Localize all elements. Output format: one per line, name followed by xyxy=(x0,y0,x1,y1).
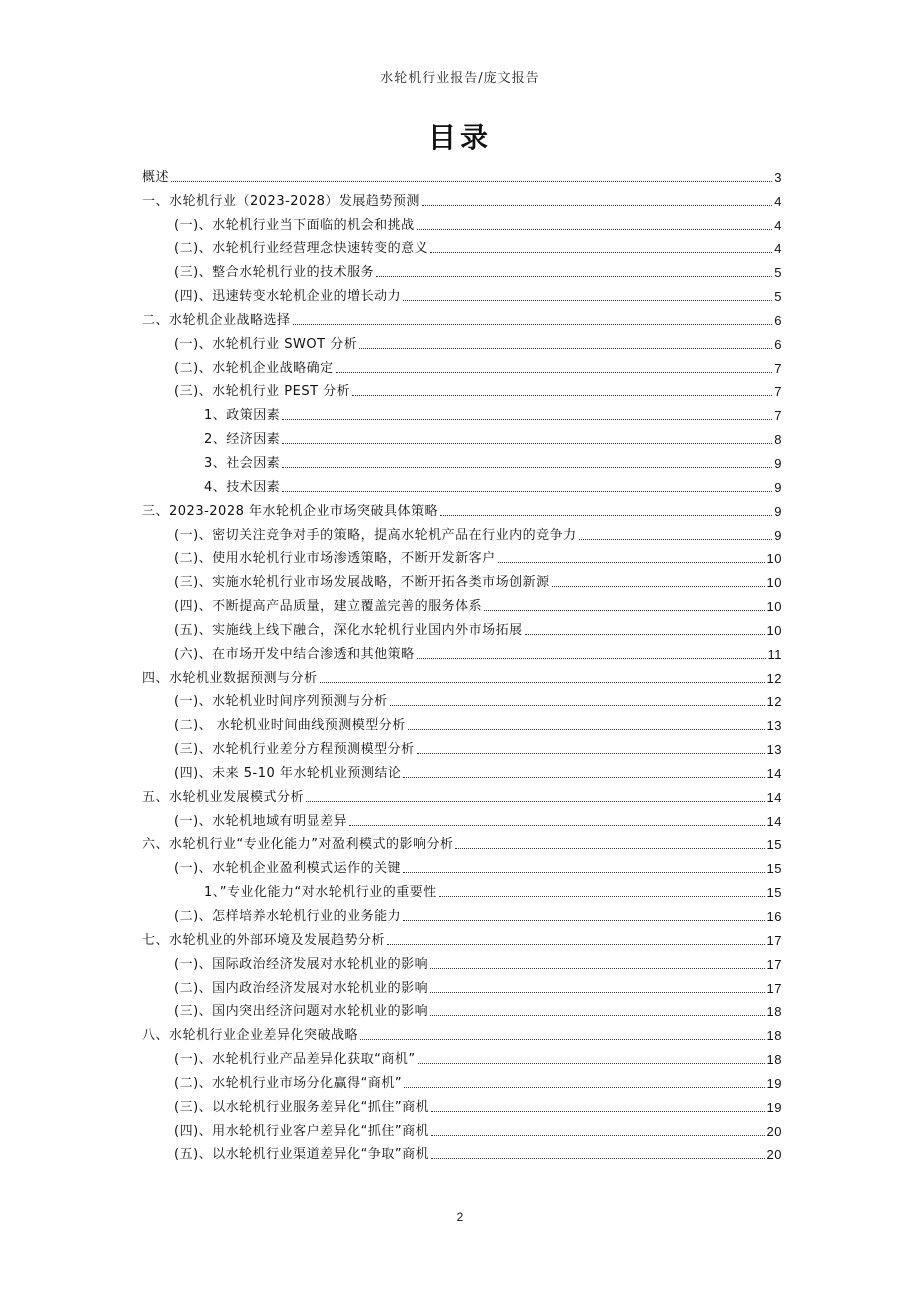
toc-entry-page: 15 xyxy=(766,861,782,877)
toc-entry[interactable] xyxy=(142,352,782,376)
toc-entry-label: 八、水轮机行业企业差异化突破战略 xyxy=(142,1028,359,1044)
dot-leader xyxy=(417,753,765,754)
dot-leader xyxy=(498,562,765,563)
dot-leader xyxy=(390,705,765,706)
dot-leader xyxy=(282,443,772,444)
toc-entry[interactable] xyxy=(142,900,782,924)
toc-entry-label: 4、技术因素 xyxy=(204,479,281,495)
toc-entry[interactable] xyxy=(142,996,782,1020)
toc-entry[interactable] xyxy=(142,399,782,423)
toc-entry-page: 17 xyxy=(766,932,782,948)
toc-entry-label: (三)、实施水轮机行业市场发展战略，不断开拓各类市场创新源 xyxy=(174,575,550,591)
toc-entry-page: 7 xyxy=(774,384,782,400)
toc-entry-label: 七、水轮机业的外部环境及发展趋势分析 xyxy=(142,932,386,948)
dot-leader xyxy=(171,181,772,182)
toc-entry-label: (二)、使用水轮机行业市场渗透策略，不断开发新客户 xyxy=(174,551,496,567)
toc-entry-label: 五、水轮机业发展模式分析 xyxy=(142,789,305,805)
toc-entry[interactable] xyxy=(142,1019,782,1043)
toc-entry-label: 六、水轮机行业“专业化能力”对盈利模式的影响分析 xyxy=(142,837,454,853)
toc-entry[interactable] xyxy=(142,686,782,710)
toc-entry-label: (四)、不断提高产品质量，建立覆盖完善的服务体系 xyxy=(174,599,483,615)
dot-leader xyxy=(403,777,764,778)
toc-entry[interactable] xyxy=(142,852,782,876)
toc-entry-page: 5 xyxy=(774,289,782,305)
dot-leader xyxy=(439,896,765,897)
toc-entry-label: (一)、密切关注竞争对手的策略，提高水轮机产品在行业内的竞争力 xyxy=(174,527,577,543)
toc-entry-label: (一)、水轮机地域有明显差异 xyxy=(174,813,348,829)
toc-entry-page: 15 xyxy=(766,837,782,853)
toc-entry[interactable] xyxy=(142,280,782,304)
toc-entry-label: 三、2023-2028 年水轮机企业市场突破具体策略 xyxy=(142,503,438,519)
dot-leader xyxy=(282,467,772,468)
toc-entry-label: (一)、水轮机行业当下面临的机会和挑战 xyxy=(174,217,415,233)
toc-entry-label: (一)、水轮机行业产品差异化获取“商机” xyxy=(174,1052,416,1068)
dot-leader xyxy=(408,729,765,730)
toc-entry-page: 18 xyxy=(766,1004,782,1020)
toc-entry-page: 19 xyxy=(766,1075,782,1091)
toc-entry-page: 8 xyxy=(774,432,782,448)
toc-entry-page: 20 xyxy=(766,1147,782,1163)
toc-entry-page: 13 xyxy=(766,718,782,734)
toc-entry[interactable] xyxy=(142,948,782,972)
dot-leader xyxy=(422,205,772,206)
toc-entry[interactable] xyxy=(142,924,782,948)
toc-entry-label: (二)、水轮机行业市场分化赢得“商机” xyxy=(174,1075,403,1091)
toc-entry-label: (三)、国内突出经济问题对水轮机业的影响 xyxy=(174,1004,429,1020)
dot-leader xyxy=(359,348,772,349)
toc-entry-page: 6 xyxy=(774,336,782,352)
toc-entry-page: 7 xyxy=(774,408,782,424)
toc-entry-label: 1、”专业化能力“对水轮机行业的重要性 xyxy=(204,885,437,901)
toc-entry-page: 17 xyxy=(766,980,782,996)
toc-entry-label: (二)、水轮机行业经营理念快速转变的意义 xyxy=(174,241,429,257)
toc-entry-label: (五)、以水轮机行业渠道差异化“争取”商机 xyxy=(174,1147,430,1163)
toc-entry-page: 14 xyxy=(766,789,782,805)
toc-entry-label: (二)、水轮机企业战略确定 xyxy=(174,360,334,376)
toc-entry[interactable] xyxy=(142,304,782,328)
toc-entry-page: 20 xyxy=(766,1123,782,1139)
toc-entry[interactable] xyxy=(142,972,782,996)
toc-entry[interactable] xyxy=(142,161,782,185)
dot-leader xyxy=(403,300,772,301)
dot-leader xyxy=(455,848,764,849)
dot-leader xyxy=(525,634,765,635)
toc-entry-page: 14 xyxy=(766,765,782,781)
toc-entry[interactable] xyxy=(142,638,782,662)
dot-leader xyxy=(376,276,772,277)
dot-leader xyxy=(484,610,764,611)
toc-entry-label: (二)、国内政治经济发展对水轮机业的影响 xyxy=(174,980,429,996)
dot-leader xyxy=(352,395,772,396)
toc-entry-label: (四)、用水轮机行业客户差异化“抓住”商机 xyxy=(174,1123,430,1139)
dot-leader xyxy=(387,944,765,945)
dot-leader xyxy=(306,801,765,802)
toc-entry[interactable] xyxy=(142,376,782,400)
toc-entry-label: (一)、水轮机业时间序列预测与分析 xyxy=(174,694,388,710)
dot-leader xyxy=(431,1111,764,1112)
toc-entry[interactable] xyxy=(142,614,782,638)
toc-entry[interactable] xyxy=(142,1115,782,1139)
dot-leader xyxy=(430,992,764,993)
dot-leader xyxy=(404,1087,764,1088)
dot-leader xyxy=(430,252,772,253)
toc-entry[interactable] xyxy=(142,662,782,686)
toc-entry[interactable] xyxy=(142,209,782,233)
toc-entry[interactable] xyxy=(142,471,782,495)
toc-entry-page: 13 xyxy=(766,742,782,758)
toc-entry[interactable] xyxy=(142,566,782,590)
toc-entry-page: 17 xyxy=(766,956,782,972)
toc-entry-page: 9 xyxy=(774,479,782,495)
toc-entry-label: (四)、未来 5-10 年水轮机业预测结论 xyxy=(174,765,402,781)
toc-entry-page: 9 xyxy=(774,455,782,471)
toc-entry[interactable] xyxy=(142,495,782,519)
toc-entry-label: 3、社会因素 xyxy=(204,455,281,471)
toc-entry[interactable] xyxy=(142,876,782,900)
toc-entry[interactable] xyxy=(142,233,782,257)
dot-leader xyxy=(430,1015,764,1016)
toc-entry[interactable] xyxy=(142,328,782,352)
dot-leader xyxy=(403,920,764,921)
dot-leader xyxy=(431,1135,764,1136)
dot-leader xyxy=(418,1063,765,1064)
toc-entry[interactable] xyxy=(142,805,782,829)
toc-entry-page: 3 xyxy=(774,169,782,185)
toc-entry[interactable] xyxy=(142,781,782,805)
toc-entry-page: 18 xyxy=(766,1028,782,1044)
toc-entry-page: 5 xyxy=(774,265,782,281)
toc-entry-label: 概述 xyxy=(142,169,170,185)
toc-entry-page: 11 xyxy=(767,646,782,662)
toc-entry-page: 16 xyxy=(766,909,782,924)
dot-leader xyxy=(417,229,773,230)
dot-leader xyxy=(360,1039,765,1040)
toc-entry-label: (二)、怎样培养水轮机行业的业务能力 xyxy=(174,909,402,924)
toc-entry[interactable] xyxy=(142,829,782,853)
toc-entry[interactable] xyxy=(142,1139,782,1163)
dot-leader xyxy=(417,658,766,659)
dot-leader xyxy=(403,872,764,873)
dot-leader xyxy=(349,825,764,826)
dot-leader xyxy=(282,491,772,492)
toc-entry[interactable] xyxy=(142,185,782,209)
toc-entry-label: (六)、在市场开发中结合渗透和其他策略 xyxy=(174,646,415,662)
running-header: 水轮机行业报告/庞文报告 xyxy=(380,71,540,86)
toc-entry[interactable] xyxy=(142,543,782,567)
page-title: 目录 xyxy=(427,121,492,154)
toc-entry-label: 1、政策因素 xyxy=(204,408,281,424)
toc-entry-page: 12 xyxy=(766,694,782,710)
toc-entry-label: 一、水轮机行业（2023-2028）发展趋势预测 xyxy=(142,193,420,209)
toc-entry-page: 9 xyxy=(774,503,782,519)
toc-entry-label: 四、水轮机业数据预测与分析 xyxy=(142,670,318,686)
toc-entry-page: 14 xyxy=(766,813,782,829)
toc-entry[interactable] xyxy=(142,519,782,543)
toc-entry-page: 19 xyxy=(766,1099,782,1115)
toc-entry-label: (二)、 水轮机业时间曲线预测模型分析 xyxy=(174,718,406,734)
toc-entry-page: 10 xyxy=(766,622,782,638)
toc-entry[interactable] xyxy=(142,709,782,733)
toc-entry[interactable] xyxy=(142,1091,782,1115)
toc-entry[interactable] xyxy=(142,757,782,781)
dot-leader xyxy=(336,372,773,373)
toc-entry-label: (四)、迅速转变水轮机企业的增长动力 xyxy=(174,289,402,305)
dot-leader xyxy=(430,968,764,969)
toc-entry[interactable] xyxy=(142,423,782,447)
toc-entry-page: 6 xyxy=(774,312,782,328)
dot-leader xyxy=(282,419,772,420)
page-number: 2 xyxy=(456,1210,464,1224)
dot-leader xyxy=(440,515,772,516)
toc-entry[interactable] xyxy=(142,256,782,280)
dot-leader xyxy=(579,539,773,540)
toc-entry[interactable] xyxy=(142,447,782,471)
toc-entry-page: 7 xyxy=(774,360,782,376)
toc-entry-label: (一)、水轮机行业 SWOT 分析 xyxy=(174,336,358,352)
toc-entry-label: 二、水轮机企业战略选择 xyxy=(142,312,291,328)
toc-entry[interactable] xyxy=(142,590,782,614)
toc-entry-page: 15 xyxy=(766,885,782,901)
toc-entry-page: 4 xyxy=(774,217,782,233)
toc-entry-page: 10 xyxy=(766,575,782,591)
toc-entry[interactable] xyxy=(142,1043,782,1067)
dot-leader xyxy=(552,586,765,587)
dot-leader xyxy=(293,324,773,325)
toc-entry-label: (一)、水轮机企业盈利模式运作的关键 xyxy=(174,861,402,877)
toc-entry-page: 9 xyxy=(774,527,782,543)
toc-entry-label: (三)、以水轮机行业服务差异化“抓住”商机 xyxy=(174,1099,430,1115)
toc-entry-page: 10 xyxy=(766,551,782,567)
toc-entry-label: (三)、水轮机行业 PEST 分析 xyxy=(174,384,351,400)
toc-entry-page: 10 xyxy=(766,599,782,615)
toc-entry-page: 12 xyxy=(766,670,782,686)
table-of-contents xyxy=(142,161,782,1162)
toc-entry-label: (三)、水轮机行业差分方程预测模型分析 xyxy=(174,742,415,758)
toc-entry[interactable] xyxy=(142,1067,782,1091)
toc-entry-page: 4 xyxy=(774,193,782,209)
toc-entry-page: 4 xyxy=(774,241,782,257)
dot-leader xyxy=(320,682,765,683)
toc-entry-page: 18 xyxy=(766,1052,782,1068)
toc-entry[interactable] xyxy=(142,733,782,757)
toc-entry-label: (三)、整合水轮机行业的技术服务 xyxy=(174,265,375,281)
toc-entry-label: 2、经济因素 xyxy=(204,432,281,448)
toc-entry-label: (五)、实施线上线下融合，深化水轮机行业国内外市场拓展 xyxy=(174,622,523,638)
toc-entry-label: (一)、国际政治经济发展对水轮机业的影响 xyxy=(174,956,429,972)
dot-leader xyxy=(431,1158,764,1159)
